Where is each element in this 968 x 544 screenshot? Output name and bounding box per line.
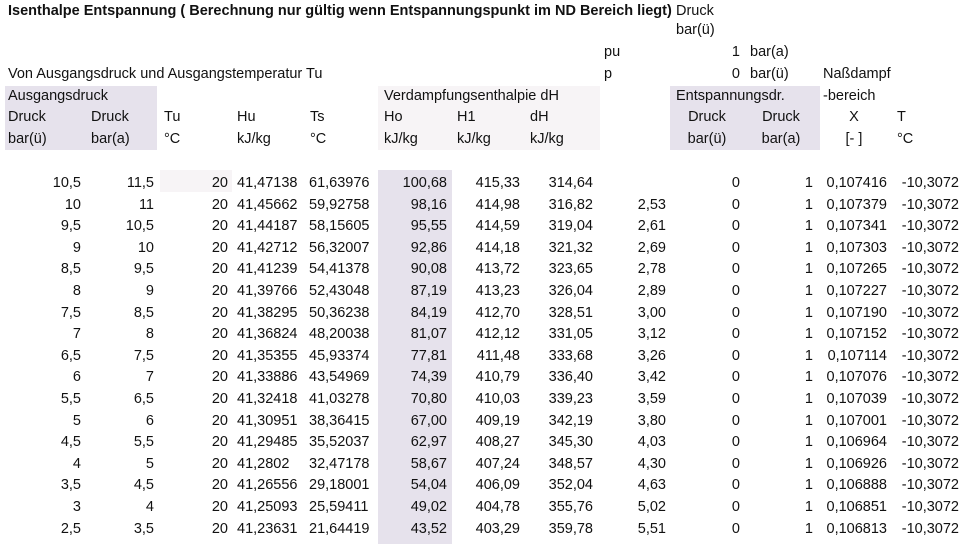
table-cell: 0,107076 xyxy=(826,369,887,386)
table-cell: 0 xyxy=(731,196,740,213)
col-unit-druck-bar-ue: bar(ü) xyxy=(8,131,47,147)
table-cell: 1 xyxy=(804,391,813,407)
table-cell: 10 xyxy=(64,196,81,213)
table-cell: 3,42 xyxy=(637,369,666,386)
table-row xyxy=(0,519,968,541)
table-cell: 50,36238 xyxy=(309,304,370,321)
table-cell: 412,12 xyxy=(475,326,520,343)
pu-label: pu xyxy=(604,44,621,60)
table-cell: 6,5 xyxy=(60,347,81,364)
table-cell: 4 xyxy=(145,499,154,515)
table-cell: 41,39766 xyxy=(237,283,298,299)
table-cell: 0 xyxy=(731,434,740,451)
table-row xyxy=(0,454,968,476)
col-unit-ho: kJ/kg xyxy=(384,131,418,147)
col-header-t: T xyxy=(897,109,906,125)
verdampfung-header: Verdampfungsenthalpie dH xyxy=(384,88,559,104)
table-cell: 4 xyxy=(72,455,81,472)
col-header-dh: dH xyxy=(530,109,549,125)
p-unit: bar(ü) xyxy=(750,66,789,82)
table-cell: 29,18001 xyxy=(309,477,370,494)
table-cell: 92,86 xyxy=(410,239,447,256)
table-cell: 41,26556 xyxy=(237,477,298,494)
table-cell: 0,107416 xyxy=(826,175,887,191)
table-cell: 1 xyxy=(804,283,813,299)
col-unit-druck-entsp-a: bar(a) xyxy=(761,131,801,147)
table-cell: 336,40 xyxy=(548,369,593,386)
table-cell: 1 xyxy=(804,175,813,191)
table-cell: 20 xyxy=(211,218,228,235)
table-cell: 100,68 xyxy=(402,175,447,191)
col-unit-h1: kJ/kg xyxy=(457,131,491,147)
table-cell: 355,76 xyxy=(548,499,593,515)
nassdampf-line1: Naßdampf xyxy=(823,66,891,82)
table-cell: 3,12 xyxy=(637,326,666,343)
table-cell: 1 xyxy=(804,477,813,494)
table-cell: 0 xyxy=(731,520,740,537)
table-cell: 3,5 xyxy=(60,477,81,494)
table-cell: 413,72 xyxy=(475,261,520,278)
table-cell: 0,107190 xyxy=(826,304,887,321)
col-unit-tu: °C xyxy=(164,131,181,147)
table-cell: 41,2802 xyxy=(237,455,290,472)
table-cell: 0,107039 xyxy=(826,391,887,407)
col-unit-hu: kJ/kg xyxy=(237,131,271,147)
table-cell: 59,92758 xyxy=(309,196,370,213)
table-cell: 414,59 xyxy=(475,218,520,235)
table-row xyxy=(0,475,968,497)
table-cell: 0,106926 xyxy=(826,455,887,472)
table-cell: 43,54969 xyxy=(309,369,370,386)
table-row xyxy=(0,324,968,346)
table-cell: 410,79 xyxy=(475,369,520,386)
table-cell: 3,80 xyxy=(637,412,666,429)
table-cell: 20 xyxy=(211,326,228,343)
table-cell: 20 xyxy=(211,175,228,191)
table-cell: 404,78 xyxy=(475,499,520,515)
table-cell: 20 xyxy=(211,347,228,364)
pu-unit: bar(a) xyxy=(750,44,789,60)
table-row xyxy=(0,367,968,389)
table-cell: 1 xyxy=(804,520,813,537)
table-cell: 77,81 xyxy=(410,347,447,364)
table-cell: 41,47138 xyxy=(237,175,298,191)
druck-header-line2: bar(ü) xyxy=(676,22,715,38)
table-cell: -10,3072 xyxy=(901,218,959,235)
table-cell: 1 xyxy=(804,412,813,429)
col-unit-t: °C xyxy=(897,131,914,147)
table-cell: 0,107303 xyxy=(826,239,887,256)
col-unit-x: [- ] xyxy=(845,131,863,147)
table-cell: 3,26 xyxy=(637,347,666,364)
table-cell: 321,32 xyxy=(548,239,593,256)
table-cell: 0,107379 xyxy=(826,196,887,213)
table-cell: 412,70 xyxy=(475,304,520,321)
table-cell: 35,52037 xyxy=(309,434,370,451)
table-cell: 403,29 xyxy=(475,520,520,537)
table-cell: 0 xyxy=(731,326,740,343)
table-cell: 9,5 xyxy=(60,218,81,235)
table-cell: 323,65 xyxy=(548,261,593,278)
table-cell: 0,107341 xyxy=(826,218,887,235)
table-cell: 5,5 xyxy=(60,391,81,407)
table-cell: 1 xyxy=(804,455,813,472)
table-cell: 41,35355 xyxy=(237,347,298,364)
table-cell: 10,5 xyxy=(125,218,154,235)
table-cell: 10 xyxy=(137,239,154,256)
table-cell: 20 xyxy=(211,455,228,472)
table-cell: 20 xyxy=(211,412,228,429)
table-cell: 41,29485 xyxy=(237,434,298,451)
table-cell: 5 xyxy=(145,455,154,472)
table-cell: 87,19 xyxy=(410,283,447,299)
table-cell: 8,5 xyxy=(133,304,154,321)
table-cell: 7,5 xyxy=(60,304,81,321)
table-cell: 0 xyxy=(731,239,740,256)
col-header-ts: Ts xyxy=(310,109,325,125)
table-cell: 9 xyxy=(72,239,81,256)
table-cell: 20 xyxy=(211,261,228,278)
table-cell: 6 xyxy=(72,369,81,386)
table-cell: -10,3072 xyxy=(901,520,959,537)
table-cell: 1 xyxy=(804,347,813,364)
table-cell: 1 xyxy=(804,196,813,213)
table-row xyxy=(0,389,968,411)
table-cell: 0,106813 xyxy=(826,520,887,537)
table-cell: 41,41239 xyxy=(237,261,298,278)
table-cell: 1 xyxy=(804,326,813,343)
table-cell: 70,80 xyxy=(410,391,447,407)
p-value: 0 xyxy=(731,66,740,82)
table-cell: 0,106888 xyxy=(826,477,887,494)
table-cell: -10,3072 xyxy=(901,391,959,407)
table-cell: 6 xyxy=(145,412,154,429)
subtitle: Von Ausgangsdruck und Ausgangstemperatur Tu xyxy=(8,66,323,82)
table-cell: 410,03 xyxy=(475,391,520,407)
table-cell: 414,98 xyxy=(475,196,520,213)
table-cell: 67,00 xyxy=(410,412,447,429)
table-cell: 41,03278 xyxy=(309,391,370,407)
table-cell: 32,47178 xyxy=(309,455,370,472)
col-header-tu: Tu xyxy=(164,109,181,125)
table-cell: 0 xyxy=(731,261,740,278)
table-cell: 0 xyxy=(731,369,740,386)
table-cell: 408,27 xyxy=(475,434,520,451)
table-cell: 8 xyxy=(145,326,154,343)
table-cell: 56,32007 xyxy=(309,239,370,256)
col-header-druck-entsp-ue: Druck xyxy=(688,109,726,125)
table-cell: 20 xyxy=(211,520,228,537)
table-cell: -10,3072 xyxy=(901,283,959,299)
table-cell: 5 xyxy=(72,412,81,429)
table-cell: 3,59 xyxy=(637,391,666,407)
table-row xyxy=(0,173,968,195)
table-cell: 10,5 xyxy=(52,175,81,191)
table-cell: 0 xyxy=(731,304,740,321)
table-cell: 7,5 xyxy=(133,347,154,364)
table-cell: -10,3072 xyxy=(901,304,959,321)
table-cell: -10,3072 xyxy=(901,499,959,515)
col-header-hu: Hu xyxy=(237,109,256,125)
table-cell: -10,3072 xyxy=(901,369,959,386)
table-cell: 52,43048 xyxy=(309,283,370,299)
table-cell: 0 xyxy=(731,412,740,429)
table-cell: 98,16 xyxy=(410,196,447,213)
col-header-x: X xyxy=(849,109,859,125)
table-cell: 1 xyxy=(804,239,813,256)
table-cell: 0,106964 xyxy=(826,434,887,451)
table-cell: 41,33886 xyxy=(237,369,298,386)
table-cell: 326,04 xyxy=(548,283,593,299)
col-unit-dh: kJ/kg xyxy=(530,131,564,147)
table-cell: -10,3072 xyxy=(901,239,959,256)
table-cell: 7 xyxy=(72,326,81,343)
table-cell: 7 xyxy=(145,369,154,386)
table-row xyxy=(0,497,968,519)
table-cell: 20 xyxy=(211,499,228,515)
table-cell: 41,44187 xyxy=(237,218,298,235)
table-cell: 339,23 xyxy=(548,391,593,407)
table-row xyxy=(0,432,968,454)
table-cell: 41,36824 xyxy=(237,326,298,343)
table-cell: 0 xyxy=(731,477,740,494)
table-cell: 0,107227 xyxy=(826,283,887,299)
table-cell: 331,05 xyxy=(548,326,593,343)
table-cell: 4,5 xyxy=(133,477,154,494)
table-cell: 11,5 xyxy=(126,175,154,191)
table-cell: 6,5 xyxy=(133,391,154,407)
table-cell: 9,5 xyxy=(133,261,154,278)
table-cell: 2,78 xyxy=(637,261,666,278)
table-cell: 20 xyxy=(211,477,228,494)
table-cell: 406,09 xyxy=(475,477,520,494)
table-cell: 61,63976 xyxy=(309,175,370,191)
table-cell: 2,89 xyxy=(637,283,666,299)
table-cell: 45,93374 xyxy=(309,347,370,364)
col-header-druck-entsp-a: Druck xyxy=(762,109,800,125)
table-cell: 25,59411 xyxy=(309,499,369,515)
table-cell: 415,33 xyxy=(475,175,520,191)
table-cell: 0 xyxy=(731,347,740,364)
table-cell: 3,5 xyxy=(133,520,154,537)
table-cell: 21,64419 xyxy=(309,520,370,537)
entspannung-header: Entspannungsdr. xyxy=(676,88,785,104)
table-cell: 8 xyxy=(72,283,81,299)
table-cell: 95,55 xyxy=(410,218,447,235)
table-cell: 20 xyxy=(211,304,228,321)
table-cell: 49,02 xyxy=(410,499,447,515)
table-cell: 1 xyxy=(804,434,813,451)
table-cell: 20 xyxy=(211,283,228,299)
table-row xyxy=(0,411,968,433)
ausgangsdruck-header: Ausgangsdruck xyxy=(8,88,108,104)
table-cell: -10,3072 xyxy=(901,261,959,278)
table-cell: 1 xyxy=(804,304,813,321)
table-cell: 62,97 xyxy=(410,434,447,451)
table-cell: 1 xyxy=(804,218,813,235)
table-cell: 4,03 xyxy=(637,434,666,451)
table-row xyxy=(0,346,968,368)
table-cell: 0 xyxy=(731,283,740,299)
col-unit-druck-bar-a: bar(a) xyxy=(91,131,130,147)
table-cell: 81,07 xyxy=(410,326,447,343)
table-cell: 41,25093 xyxy=(237,499,298,515)
table-cell: 20 xyxy=(211,434,228,451)
table-cell: 413,23 xyxy=(475,283,520,299)
table-row xyxy=(0,195,968,217)
table-cell: 41,38295 xyxy=(237,304,298,321)
table-cell: 348,57 xyxy=(548,455,593,472)
table-row xyxy=(0,303,968,325)
table-cell: 3,00 xyxy=(637,304,666,321)
table-cell: 411,48 xyxy=(476,347,520,364)
table-cell: -10,3072 xyxy=(901,455,959,472)
table-cell: 342,19 xyxy=(548,412,593,429)
table-cell: 0,107114 xyxy=(827,347,887,364)
table-cell: 0 xyxy=(731,391,740,407)
col-unit-druck-entsp-ue: bar(ü) xyxy=(687,131,727,147)
table-cell: 58,15605 xyxy=(309,218,370,235)
p-label: p xyxy=(604,66,613,82)
druck-header-line1: Druck xyxy=(676,3,714,19)
table-cell: 20 xyxy=(211,196,228,213)
table-cell: 4,30 xyxy=(637,455,666,472)
table-cell: 0,106851 xyxy=(826,499,887,515)
table-cell: -10,3072 xyxy=(901,347,959,364)
table-cell: 8,5 xyxy=(60,261,81,278)
table-cell: 352,04 xyxy=(548,477,593,494)
table-row xyxy=(0,259,968,281)
table-cell: 90,08 xyxy=(410,261,447,278)
table-row xyxy=(0,216,968,238)
pu-value: 1 xyxy=(731,44,740,60)
table-cell: 2,5 xyxy=(60,520,81,537)
table-cell: -10,3072 xyxy=(901,196,959,213)
table-cell: 0 xyxy=(731,455,740,472)
table-cell: 41,23631 xyxy=(237,520,298,537)
table-cell: 1 xyxy=(804,369,813,386)
table-cell: 407,24 xyxy=(475,455,520,472)
table-cell: 314,64 xyxy=(548,175,593,191)
table-cell: 359,78 xyxy=(548,520,593,537)
table-cell: 11 xyxy=(138,196,154,213)
table-cell: 0 xyxy=(731,218,740,235)
table-cell: -10,3072 xyxy=(901,175,959,191)
table-cell: 328,51 xyxy=(548,304,593,321)
table-cell: 5,5 xyxy=(133,434,154,451)
table-cell: 4,63 xyxy=(637,477,666,494)
table-cell: 43,52 xyxy=(410,520,447,537)
table-cell: 9 xyxy=(145,283,154,299)
table-cell: 319,04 xyxy=(548,218,593,235)
col-header-ho: Ho xyxy=(384,109,403,125)
table-cell: 20 xyxy=(211,369,228,386)
table-cell: 5,02 xyxy=(637,499,666,515)
table-cell: 2,69 xyxy=(637,239,666,256)
nassdampf-line2: -bereich xyxy=(823,88,876,104)
table-cell: 38,36415 xyxy=(309,412,370,429)
table-cell: 41,42712 xyxy=(237,239,298,256)
page-title: Isenthalpe Entspannung ( Berechnung nur gültig wenn Entspannungspunkt im ND Bereich liegt) xyxy=(8,3,672,19)
table-cell: -10,3072 xyxy=(901,477,959,494)
table-cell: -10,3072 xyxy=(901,434,959,451)
table-cell: -10,3072 xyxy=(901,326,959,343)
table-cell: 84,19 xyxy=(410,304,447,321)
table-cell: 2,53 xyxy=(637,196,666,213)
table-cell: 41,45662 xyxy=(237,196,298,213)
table-cell: 41,32418 xyxy=(237,391,298,407)
table-cell: 409,19 xyxy=(475,412,520,429)
table-cell: 3 xyxy=(72,499,81,515)
col-header-druck-bar-ue: Druck xyxy=(8,109,46,125)
table-cell: 74,39 xyxy=(410,369,447,386)
table-cell: 4,5 xyxy=(60,434,81,451)
table-cell: 41,30951 xyxy=(237,412,298,429)
table-cell: 0,107152 xyxy=(826,326,887,343)
table-cell: 20 xyxy=(211,391,228,407)
col-header-druck-bar-a: Druck xyxy=(91,109,129,125)
table-cell: 48,20038 xyxy=(309,326,370,343)
col-header-h1: H1 xyxy=(457,109,476,125)
table-cell: 345,30 xyxy=(548,434,593,451)
table-cell: 0,107001 xyxy=(826,412,887,429)
table-cell: 20 xyxy=(211,239,228,256)
table-cell: 414,18 xyxy=(475,239,520,256)
table-row xyxy=(0,238,968,260)
table-cell: 1 xyxy=(804,261,813,278)
table-row xyxy=(0,281,968,303)
table-cell: 316,82 xyxy=(548,196,593,213)
table-cell: 5,51 xyxy=(637,520,666,537)
table-cell: 54,04 xyxy=(410,477,447,494)
table-cell: 0 xyxy=(731,175,740,191)
table-cell: 0 xyxy=(731,499,740,515)
table-cell: 58,67 xyxy=(410,455,447,472)
table-cell: 0,107265 xyxy=(826,261,887,278)
table-cell: 2,61 xyxy=(637,218,666,235)
table-cell: 1 xyxy=(804,499,813,515)
col-unit-ts: °C xyxy=(310,131,327,147)
table-cell: 54,41378 xyxy=(309,261,370,278)
table-cell: 333,68 xyxy=(548,347,593,364)
table-cell: -10,3072 xyxy=(901,412,959,429)
